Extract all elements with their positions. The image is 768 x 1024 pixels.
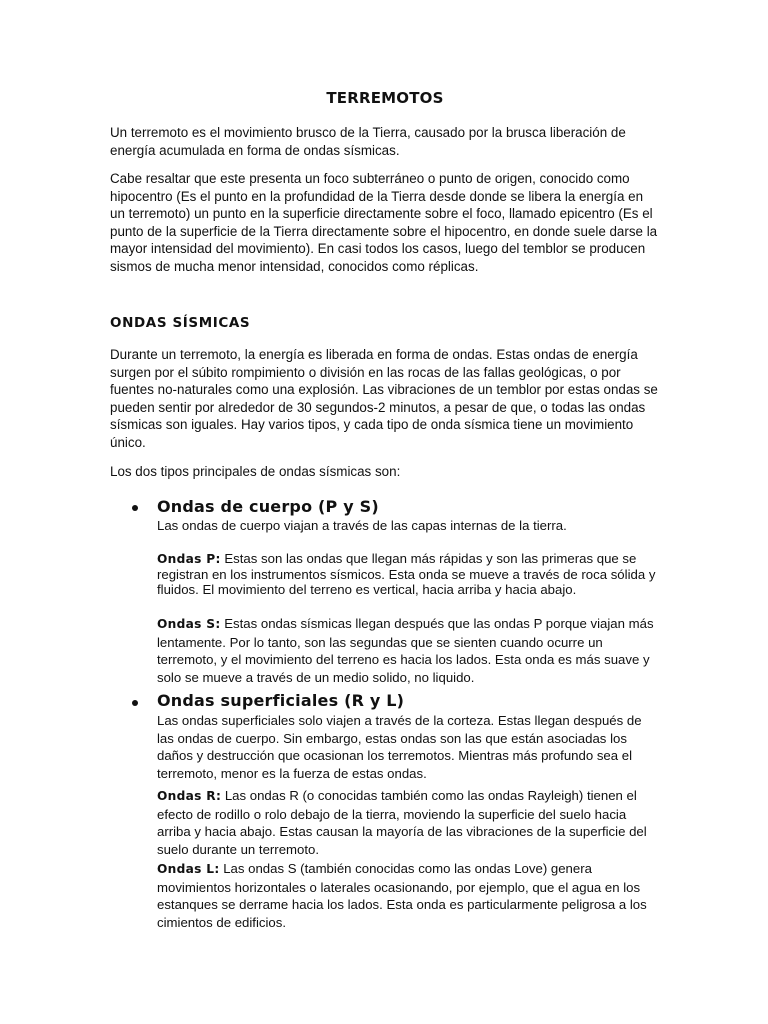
- section-paragraph-2: Los dos tipos principales de ondas sísmicas son:: [110, 464, 401, 479]
- surface-waves-description: Las ondas superficiales solo viajen a través de la corteza. Estas llegan después de las ondas de cuerpo. Sin embargo, estas ondas son las que están asociadas los daños y destrucción que ocasionan los terremotos. Mientras más profundo sea el terremoto, menor es la fuerza de estas ondas.: [157, 713, 642, 781]
- bullet-title-surface-waves: Ondas superficiales (R y L): [157, 691, 405, 710]
- bullet-dot: [132, 505, 138, 511]
- l-waves-label: Ondas L:: [157, 862, 220, 876]
- l-waves-text: Las ondas S (también conocidas como las ondas Love) genera movimientos horizontales o laterales ocasionando, por ejemplo, que el agua en los estanques se derrame hacia los lados. Esta onda es particularmente peligrosa a los cimientos de edificios.: [157, 861, 647, 930]
- r-waves-paragraph: [157, 787, 660, 858]
- p-waves-label: Ondas P:: [157, 552, 221, 566]
- p-waves-text: Estas son las ondas que llegan más rápidas y son las primeras que se registran en los instrumentos sísmicos. Esta onda se mueve a través de roca sólida y fluidos. El movimiento del terreno es vertical, hacia arriba y hacia abajo.: [157, 551, 656, 597]
- section-paragraph-1: Durante un terremoto, la energía es liberada en forma de ondas. Estas ondas de energía surgen por el súbito rompimiento o división en las rocas de las fallas geológicas, o por fuentes no-naturales como una explosión. Las vibraciones de un temblor por estas ondas se pueden sentir por alrededor de 30 segundos-2 minutos, a pesar de que, o todas las ondas sísmicas son iguales. Hay varios tipos, y cada tipo de onda sísmica tiene un movimiento único.: [110, 347, 658, 450]
- l-waves-paragraph: [157, 860, 660, 931]
- bullet-dot: [132, 700, 138, 706]
- s-waves-paragraph: [157, 615, 660, 686]
- bullet-title-body-waves: Ondas de cuerpo (P y S): [157, 497, 379, 516]
- section-heading: ONDAS SÍSMICAS: [110, 315, 251, 331]
- s-waves-label: Ondas S:: [157, 617, 221, 631]
- r-waves-label: Ondas R:: [157, 789, 222, 803]
- intro-paragraph-2: Cabe resaltar que este presenta un foco subterráneo o punto de origen, conocido como hipocentro (Es el punto en la profundidad de la Tierra desde donde se libera la energía en un terremoto) un punto en la superficie directamente sobre el foco, llamado epicentro (Es el punto de la superficie de la Tierra directamente sobre el hipocentro, en donde suele darse la mayor intensidad del movimiento). En casi todos los casos, luego del temblor se producen sismos de mucha menor intensidad, conocidos como réplicas.: [110, 171, 658, 274]
- p-waves-paragraph: [157, 551, 660, 597]
- body-waves-description: Las ondas de cuerpo viajan a través de las capas internas de la tierra.: [157, 518, 567, 533]
- s-waves-text: Estas ondas sísmicas llegan después que las ondas P porque viajan más lentamente. Por lo tanto, son las segundas que se sienten cuando ocurre un terremoto, y el movimiento del terreno es hacia los lados. Esta onda es más suave y solo se mueve a través de un medio solido, no liquido.: [157, 616, 654, 685]
- document-title: TERREMOTOS: [326, 89, 444, 107]
- r-waves-text: Las ondas R (o conocidas también como las ondas Rayleigh) tienen el efecto de rodillo o rolo debajo de la tierra, moviendo la superficie del suelo hacia arriba y hacia abajo. Estas causan la mayoría de las vibraciones de la superficie del suelo durante un terremoto.: [157, 788, 647, 857]
- intro-paragraph-1: Un terremoto es el movimiento brusco de la Tierra, causado por la brusca liberación de energía acumulada en forma de ondas sísmicas.: [110, 125, 626, 158]
